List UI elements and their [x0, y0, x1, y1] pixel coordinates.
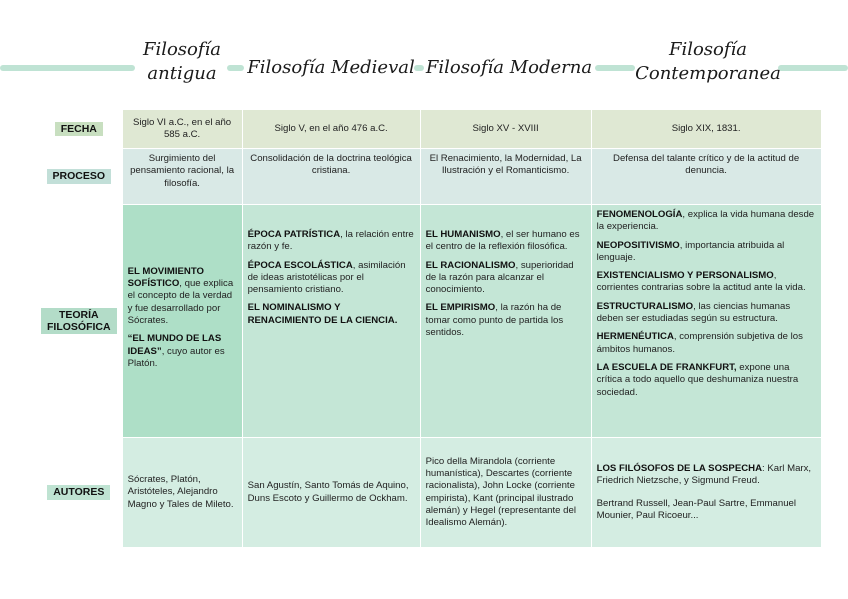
row-label-proceso: PROCESO [36, 149, 123, 205]
teoria-medieval-item: ÉPOCA PATRÍSTICA, la relación entre razón y fe. [247, 229, 414, 253]
row-proceso [36, 149, 822, 205]
cell-teoria-antigua [122, 205, 242, 438]
header-line-left [0, 65, 135, 71]
period-antigua-line2: antigua [147, 63, 217, 84]
teoria-moderna-item: EL RACIONALISMO, superioridad de la razón para alcanzar el conocimiento. [425, 259, 574, 296]
cell-proceso-antigua: Surgimiento del pensamiento racional, la filosofía. [122, 149, 242, 205]
row-autores [36, 438, 822, 548]
row-teoria [36, 205, 822, 438]
cell-fecha-antigua: Siglo VI a.C., en el año 585 a.C. [122, 110, 242, 149]
cell-fecha-moderna: Siglo XV - XVIII [420, 110, 591, 149]
teoria-moderna-item: EL EMPIRISMO, la razón ha de tomar como punto de partida los sentidos. [425, 302, 564, 339]
cell-autores-moderna: Pico della Mirandola (corriente humanística), Descartes (corriente racionalista), John Locke (corriente empirista), Kant (principal ilustrado alemán) y Hegel (representante del Idealismo Alemán). [420, 438, 591, 548]
teoria-contemporanea-item: LA ESCUELA DE FRANKFURT, expone una crítica a todo aquello que deshumaniza nuestra sociedad. [596, 361, 799, 398]
period-contemporanea-line2: Contemporanea [635, 63, 781, 84]
period-title-antigua [133, 38, 231, 86]
autores-contemporanea-item: LOS FILÓSOFOS DE LA SOSPECHA: Karl Marx, Friedrich Nietzsche, y Sigmund Freud. [596, 462, 812, 487]
period-title-medieval [246, 56, 416, 80]
period-contemporanea-line1: Filosofía [668, 39, 748, 60]
cell-teoria-contemporanea [591, 205, 821, 438]
teoria-contemporanea-item: HERMENÉUTICA, comprensión subjetiva de los ámbitos humanos. [596, 331, 803, 355]
row-label-autores: AUTORES [36, 438, 123, 548]
cell-teoria-moderna [420, 205, 591, 438]
autores-contemporanea-item: Bertrand Russell, Jean-Paul Sartre, Emmanuel Mounier, Paul Ricoeur... [596, 497, 797, 521]
cell-proceso-contemporanea: Defensa del talante crítico y de la actitud de denuncia. [591, 149, 821, 205]
header-line-right [778, 65, 848, 71]
teoria-moderna-item: EL HUMANISMO, el ser humano es el centro de la reflexión filosófica. [425, 229, 580, 253]
teoria-contemporanea-item: NEOPOSITIVISMO, importancia atribuida al lenguaje. [596, 239, 785, 263]
cell-fecha-contemporanea: Siglo XIX, 1831. [591, 110, 821, 149]
row-fecha [36, 110, 822, 149]
teoria-contemporanea-item: EXISTENCIALISMO Y PERSONALISMO, corrientes contrarias sobre la actitud ante la vida. [596, 270, 806, 294]
teoria-medieval-item: ÉPOCA ESCOLÁSTICA, asimilación de ideas aristotélicas por el pensamiento cristiano. [247, 259, 406, 296]
teoria-antigua-item: “EL MUNDO DE LAS IDEAS”, cuyo autor es Platón. [127, 333, 225, 369]
cell-proceso-moderna: El Renacimiento, la Modernidad, La Ilustración y el Romanticismo. [420, 149, 591, 205]
teoria-antigua-item: EL MOVIMIENTO SOFÍSTICO, que explica el concepto de la verdad y fue desarrollado por Sócrates. [127, 265, 234, 326]
cell-autores-contemporanea [591, 438, 821, 548]
cell-proceso-medieval: Consolidación de la doctrina teológica cristiana. [242, 149, 420, 205]
period-moderna-text: Filosofía Moderna [425, 57, 593, 78]
teoria-contemporanea-item: ESTRUCTURALISMO, las ciencias humanas deben ser estudiadas según su estructura. [596, 300, 791, 325]
cell-fecha-medieval: Siglo V, en el año 476 a.C. [242, 110, 420, 149]
period-antigua-line1: Filosofía [142, 39, 222, 60]
header-line-4 [595, 65, 635, 71]
cell-autores-antigua: Sócrates, Platón, Aristóteles, Alejandro Magno y Tales de Mileto. [122, 438, 242, 548]
period-title-moderna [425, 56, 593, 80]
cell-autores-medieval: San Agustín, Santo Tomás de Aquino, Duns Escoto y Guillermo de Ockham. [242, 438, 420, 548]
teoria-contemporanea-item: FENOMENOLOGÍA, explica la vida humana desde la experiencia. [596, 209, 815, 233]
period-title-contemporanea [633, 38, 783, 86]
row-label-teoria: TEORÍA FILOSÓFICA [36, 205, 123, 438]
cell-teoria-medieval [242, 205, 420, 438]
teoria-medieval-item: EL NOMINALISMO Y RENACIMIENTO DE LA CIENCIA. [247, 302, 398, 326]
philosophy-table [35, 109, 822, 548]
row-label-fecha: FECHA [36, 110, 123, 149]
period-medieval-text: Filosofía Medieval [247, 57, 415, 78]
